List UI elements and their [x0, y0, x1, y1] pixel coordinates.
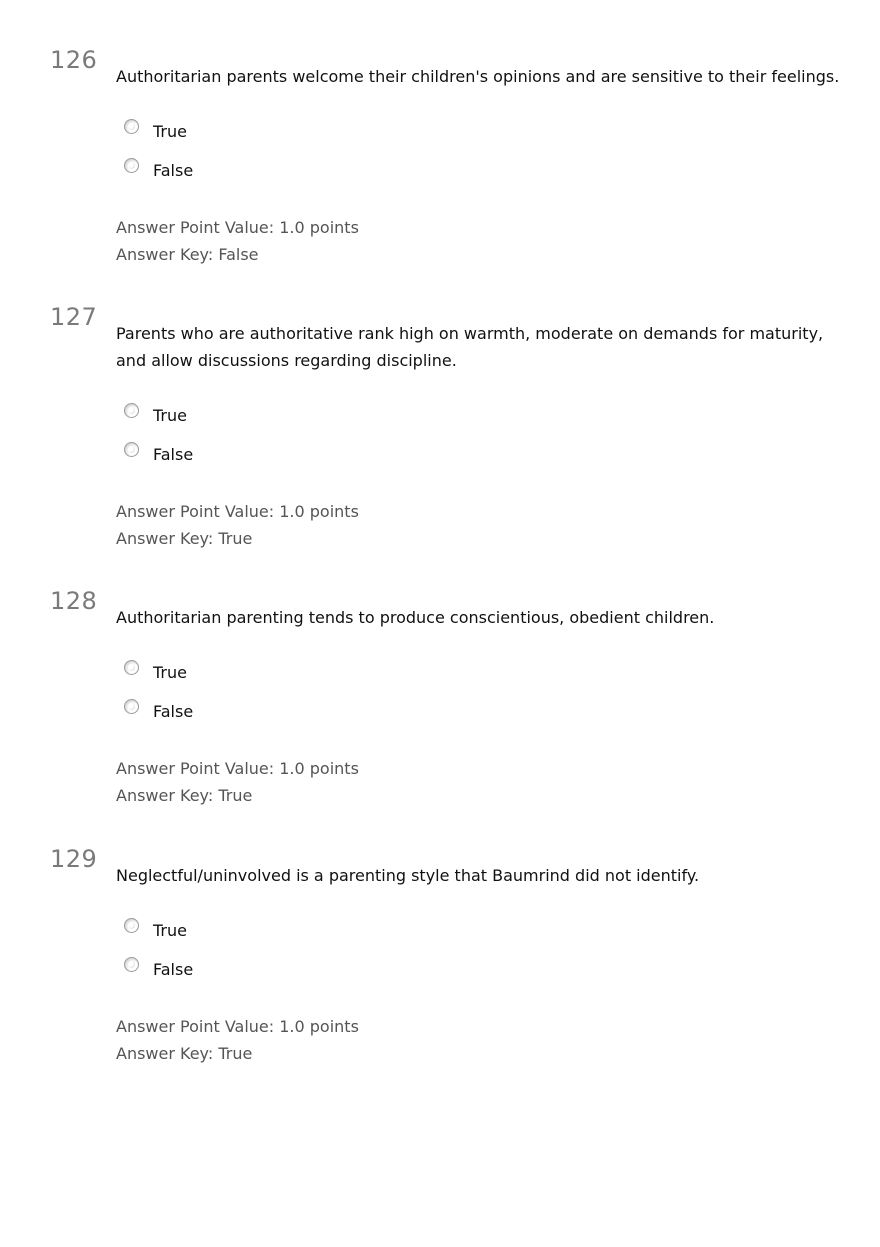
answer-point-value: Answer Point Value: 1.0 points [116, 218, 359, 237]
option-false[interactable] [124, 158, 193, 182]
option-label: False [153, 444, 194, 464]
option-true[interactable] [124, 119, 187, 143]
answer-point-value: Answer Point Value: 1.0 points [116, 502, 359, 521]
option-label: False [153, 701, 194, 721]
option-label: False [153, 160, 194, 180]
radio-icon[interactable] [124, 158, 139, 173]
option-label: True [153, 405, 187, 425]
radio-icon[interactable] [124, 119, 139, 134]
radio-icon[interactable] [124, 442, 139, 457]
answer-key: Answer Key: False [116, 245, 259, 264]
question-number: 126 [50, 46, 98, 74]
radio-icon[interactable] [124, 918, 139, 933]
radio-icon[interactable] [124, 699, 139, 714]
answer-key: Answer Key: True [116, 786, 253, 805]
option-false[interactable] [124, 442, 193, 466]
question-number: 127 [50, 303, 98, 331]
radio-icon[interactable] [124, 660, 139, 675]
question-text: Authoritarian parenting tends to produce conscientious, obedient children. [116, 608, 715, 627]
answer-key: Answer Key: True [116, 529, 253, 548]
question-text: Parents who are authoritative rank high on warmth, moderate on demands for maturity, and allow discussions regarding discipline. [116, 324, 824, 370]
question-number: 128 [50, 587, 98, 615]
option-true[interactable] [124, 660, 187, 684]
option-true[interactable] [124, 403, 187, 427]
option-label: True [153, 121, 187, 141]
option-label: True [153, 662, 187, 682]
question-text: Neglectful/uninvolved is a parenting style that Baumrind did not identify. [116, 866, 700, 885]
answer-key: Answer Key: True [116, 1044, 253, 1063]
answer-point-value: Answer Point Value: 1.0 points [116, 759, 359, 778]
radio-icon[interactable] [124, 403, 139, 418]
answer-point-value: Answer Point Value: 1.0 points [116, 1017, 359, 1036]
radio-icon[interactable] [124, 957, 139, 972]
question-number: 129 [50, 845, 98, 873]
question-text: Authoritarian parents welcome their children's opinions and are sensitive to their feelings. [116, 67, 840, 86]
option-label: True [153, 920, 187, 940]
option-true[interactable] [124, 918, 187, 942]
option-false[interactable] [124, 957, 193, 981]
option-false[interactable] [124, 699, 193, 723]
option-label: False [153, 959, 194, 979]
